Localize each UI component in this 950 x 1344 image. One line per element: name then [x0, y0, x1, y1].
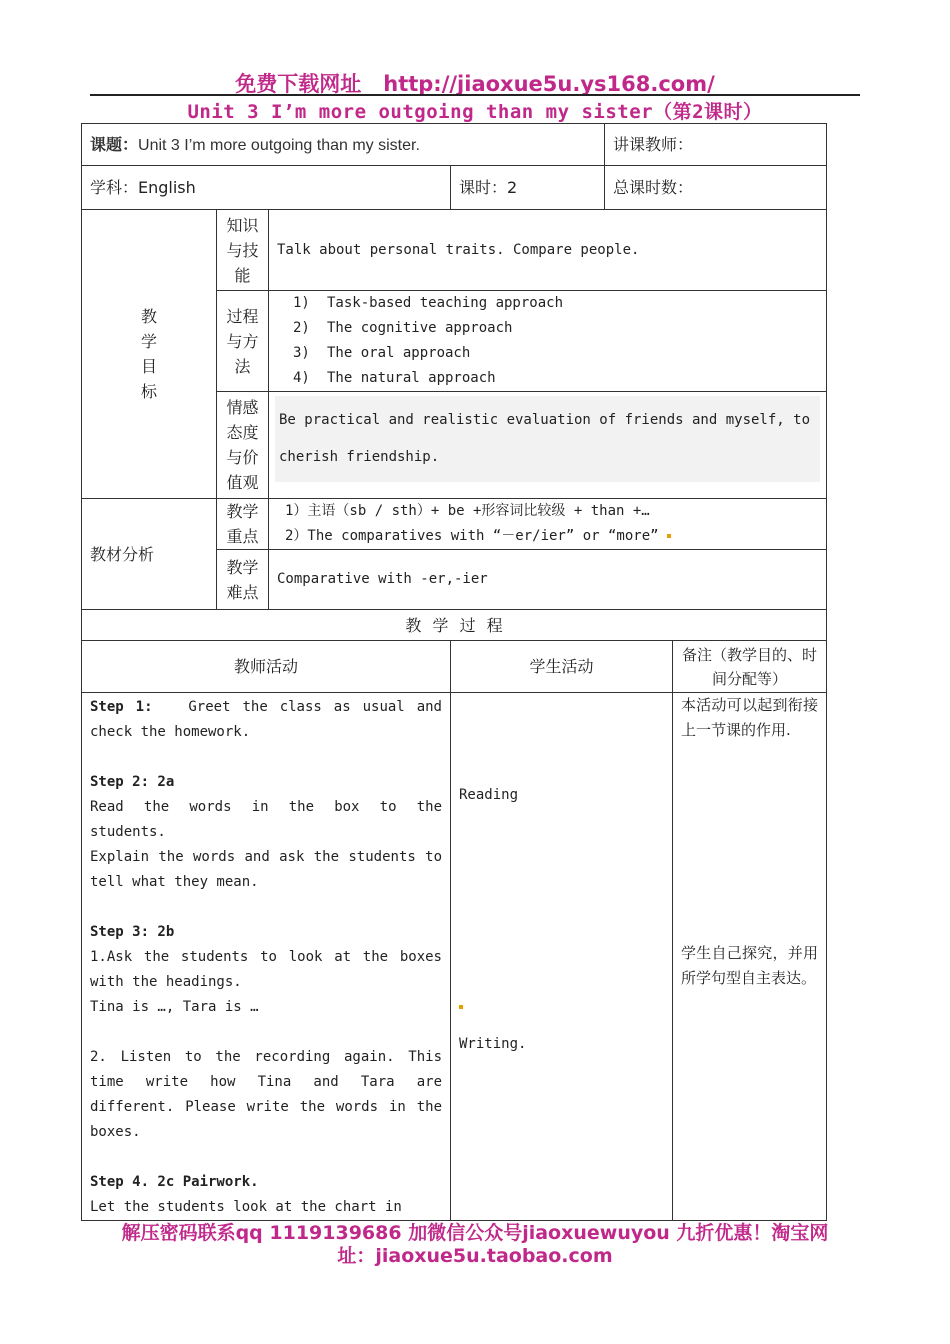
- marker-dot: [459, 1005, 463, 1009]
- total-periods-cell: 总课时数：: [605, 166, 827, 210]
- teacher-activity-cell: [82, 693, 451, 1221]
- student-activity-cell: [451, 693, 673, 1221]
- topic-label: 课题：: [90, 134, 139, 154]
- topic-value: Unit 3 I’m more outgoing than my sister.: [138, 136, 420, 154]
- site-url-link[interactable]: http://jiaoxue5u.ys168.com/: [383, 72, 715, 96]
- topic-cell: [82, 124, 605, 166]
- list-item: 1) Task-based teaching approach: [293, 295, 564, 311]
- teacher-label: 讲课教师：: [605, 124, 827, 166]
- step-2-text: Explain the words and ask the students to tell what they mean.: [90, 849, 442, 890]
- student-reading: Reading: [459, 787, 519, 803]
- col-student-activity: 学生活动: [451, 641, 673, 693]
- objectives-char: 学: [140, 332, 157, 351]
- attitude-cell: [269, 392, 827, 499]
- footer-shop-line[interactable]: 址：jiaoxue5u.taobao.com: [337, 1245, 613, 1267]
- col-notes: 备注（教学目的、时间分配等）: [673, 641, 827, 693]
- step-3-text: 1.Ask the students to look at the boxes with the headings.: [90, 949, 442, 990]
- process-header-row: [82, 641, 827, 693]
- objectives-char: 教: [140, 307, 157, 326]
- topic-row: [82, 124, 827, 166]
- process-body-row: [82, 693, 827, 1221]
- list-item: 2) The cognitive approach: [293, 320, 513, 336]
- analysis-label: 教材分析: [82, 499, 217, 610]
- objectives-side-label: [82, 210, 217, 499]
- key-point-2: 2）The comparatives with “－er/ier” or “more”: [277, 524, 818, 549]
- step-4-text: Let the students look at the chart in: [90, 1199, 402, 1215]
- document-title: Unit 3 I’m more outgoing than my sister（第2课时）: [187, 101, 763, 123]
- difficult-points-label: 教学难点: [217, 550, 269, 610]
- key-points-label: 教学重点: [217, 499, 269, 550]
- process-title: 教 学 过 程: [82, 610, 827, 641]
- step-2-text: Read the words in the box to the students.: [90, 799, 442, 840]
- key-points-row: [82, 499, 827, 550]
- step-4-title: Step 4. 2c Pairwork.: [90, 1174, 259, 1190]
- key-points-cell: [269, 499, 827, 550]
- process-label: 过程与方法: [217, 291, 269, 392]
- col-teacher-activity: 教师活动: [82, 641, 451, 693]
- marker-dot: [667, 534, 671, 538]
- process-list: [277, 291, 818, 391]
- process-methods: [269, 291, 827, 392]
- period-cell: 课时：2: [451, 166, 605, 210]
- step-3-text: Tina is …, Tara is …: [90, 999, 259, 1015]
- list-item: 3) The oral approach: [293, 345, 471, 361]
- subject-row: [82, 166, 827, 210]
- subject-cell: 学科：English: [82, 166, 451, 210]
- attitude-text: Be practical and realistic evaluation of friends and myself, to cherish friendship.: [275, 396, 820, 482]
- student-writing: Writing.: [459, 1036, 527, 1052]
- objectives-char: 标: [140, 382, 157, 401]
- difficult-points-text: Comparative with -er,-ier: [269, 550, 827, 610]
- step-1: Step 1: Greet the class as usual and check the homework.: [90, 699, 442, 740]
- knowledge-row: [82, 210, 827, 291]
- objectives-char: 目: [140, 357, 157, 376]
- attitude-label: 情感态度与价值观: [217, 392, 269, 499]
- list-item: 4) The natural approach: [293, 370, 496, 386]
- note-1: 本活动可以起到衔接上一节课的作用.: [681, 696, 819, 739]
- step-3-text: 2. Listen to the recording again. This time write how Tina and Tara are different. Please write the words in the boxes.: [90, 1049, 442, 1140]
- footer-contact-line: 解压密码联系qq 1119139686 加微信公众号jiaoxuewuyou 九折优惠！淘宝网: [121, 1222, 829, 1244]
- lesson-plan-table: [81, 123, 827, 1221]
- key-point-1: 1）主语（sb / sth）+ be +形容词比较级 + than +…: [285, 503, 650, 519]
- step-2-title: Step 2: 2a: [90, 774, 175, 790]
- header-rule: [90, 94, 860, 96]
- notes-cell: [673, 693, 827, 1221]
- knowledge-label: 知识与技能: [217, 210, 269, 291]
- step-3-title: Step 3: 2b: [90, 924, 175, 940]
- site-label: 免费下载网址: [235, 72, 362, 96]
- note-2: 学生自己探究，并用所学句型自主表达。: [681, 944, 819, 987]
- knowledge-text: Talk about personal traits. Compare people.: [269, 210, 827, 291]
- process-title-row: [82, 610, 827, 641]
